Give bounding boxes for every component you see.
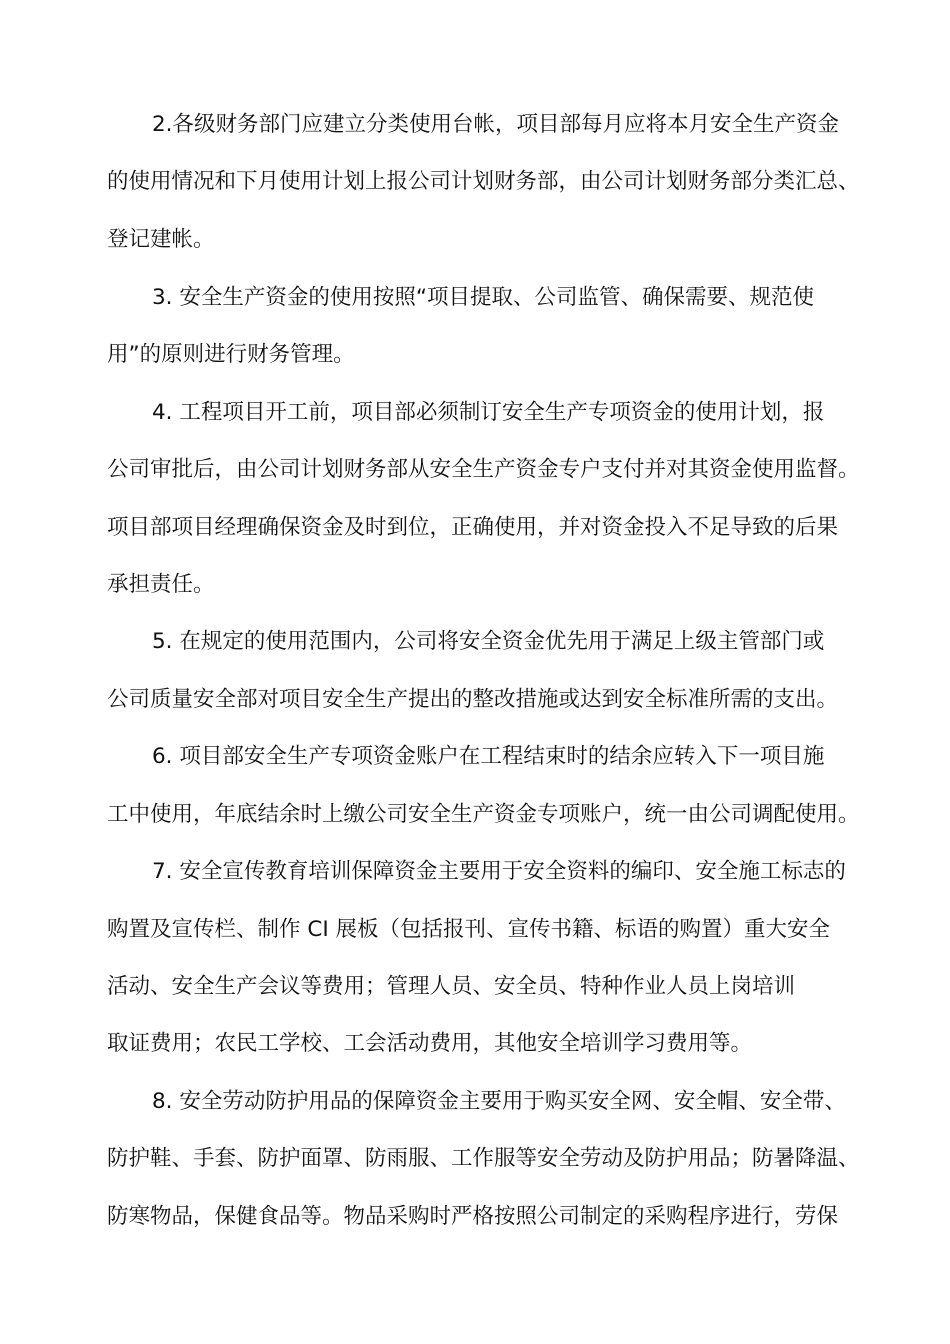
text-line: 3. 安全生产资金的使用按照“项目提取、公司监管、确保需要、规范使: [152, 285, 814, 310]
text-line: 的使用情况和下月使用计划上报公司计划财务部，由公司计划财务部分类汇总、: [107, 169, 860, 194]
text-line: 公司审批后，由公司计划财务部从安全生产资金专户支付并对其资金使用监督。: [107, 457, 860, 482]
text-line: 购置及宣传栏、制作 CI 展板（包括报刊、宣传书籍、标语的购置）重大安全: [107, 917, 831, 942]
text-line: 工中使用，年底结余时上缴公司安全生产资金专项账户，统一由公司调配使用。: [107, 802, 860, 827]
text-line: 承担责任。: [107, 572, 215, 597]
text-line: 公司质量安全部对项目安全生产提出的整改措施或达到安全标准所需的支出。: [107, 687, 839, 712]
text-line: 防护鞋、手套、防护面罩、防雨服、工作服等安全劳动及防护用品；防暑降温、: [107, 1146, 860, 1171]
text-line: 取证费用；农民工学校、工会活动费用，其他安全培训学习费用等。: [107, 1031, 753, 1056]
text-line: 项目部项目经理确保资金及时到位，正确使用，并对资金投入不足导致的后果: [107, 515, 839, 540]
text-line: 8. 安全劳动防护用品的保障资金主要用于购买安全网、安全帽、安全带、: [152, 1089, 846, 1114]
text-line: 7. 安全宣传教育培训保障资金主要用于安全资料的编印、安全施工标志的: [152, 859, 846, 884]
text-line: 6. 项目部安全生产专项资金账户在工程结束时的结余应转入下一项目施: [152, 744, 825, 769]
text-line: 活动、安全生产会议等费用；管理人员、安全员、特种作业人员上岗培训: [107, 974, 796, 999]
text-line: 2.各级财务部门应建立分类使用台帐，项目部每月应将本月安全生产资金: [152, 112, 840, 137]
text-line: 用”的原则进行财务管理。: [107, 342, 355, 367]
text-line: 登记建帐。: [107, 227, 215, 252]
text-line: 4. 工程项目开工前，项目部必须制订安全生产专项资金的使用计划，报: [152, 400, 825, 425]
text-line: 5. 在规定的使用范围内，公司将安全资金优先用于满足上级主管部门或: [152, 629, 825, 654]
text-line: 防寒物品，保健食品等。物品采购时严格按照公司制定的采购程序进行，劳保: [107, 1204, 839, 1229]
